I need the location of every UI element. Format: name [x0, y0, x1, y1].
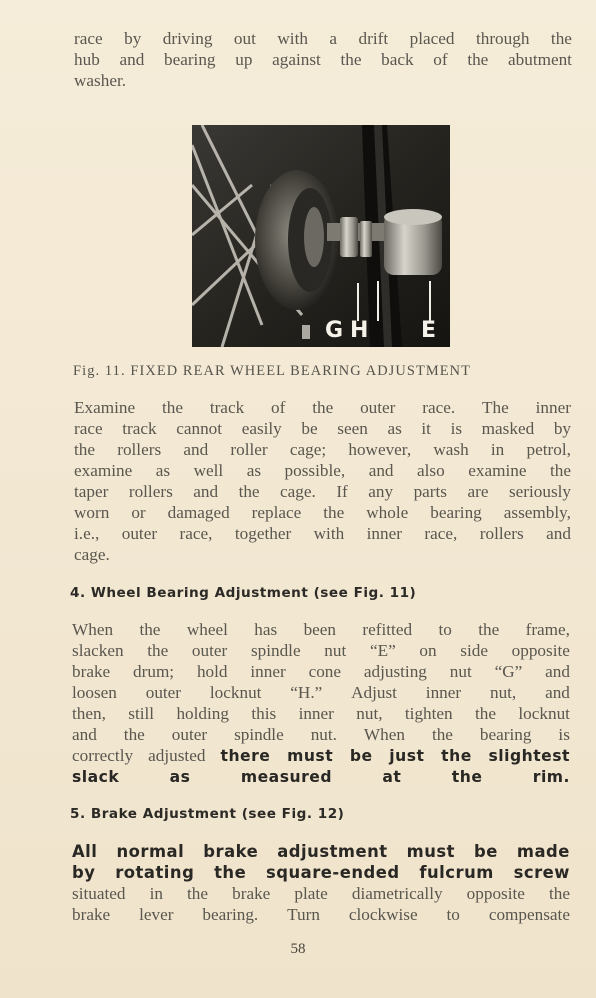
text-line: race by driving out with a drift placed through the [74, 29, 572, 48]
text-line: race track cannot easily be seen as it is masked by [74, 419, 571, 438]
section-heading-wheel-bearing-adjustment: 4. Wheel Bearing Adjustment (see Fig. 11) [70, 585, 417, 601]
page-number: 58 [290, 941, 306, 957]
text-line: brake lever bearing. Turn clockwise to compensate [72, 905, 570, 924]
text-emphasis: All normal brake adjustment must be made [72, 842, 570, 861]
text-line: When the wheel has been refitted to the frame, [72, 620, 570, 639]
text-emphasis: by rotating the square-ended fulcrum screw [72, 863, 570, 882]
paragraph-wheel-bearing [72, 619, 570, 788]
figure-photo-hub-bearing [192, 125, 450, 347]
figure-label-g: G [325, 318, 344, 343]
text-line: examine as well as possible, and also examine the [74, 461, 571, 480]
text-line: washer. [74, 71, 127, 90]
text-line: situated in the brake plate diametrically opposite the [72, 884, 570, 903]
figure-caption: Fig. 11. FIXED REAR WHEEL BEARING ADJUSTMENT [73, 363, 472, 379]
text-line: cage. [74, 545, 110, 564]
paragraph-top [74, 28, 572, 91]
text-plain: correctly adjusted [72, 746, 206, 765]
text-line: worn or damaged replace the whole bearing assembly, [74, 503, 571, 522]
text-line-mixed [72, 745, 570, 767]
text-line: hub and bearing up against the back of the abutment [74, 50, 572, 69]
text-line: and the outer spindle nut. When the bearing is [72, 725, 570, 744]
paragraph-examine-track [74, 397, 571, 565]
text-line: brake drum; hold inner cone adjusting nut “G” and [72, 662, 570, 681]
figure-label-e: E [421, 318, 437, 343]
hub-bearing-photo [192, 125, 450, 347]
text-line: taper rollers and the cage. If any parts are seriously [74, 482, 571, 501]
text-line: i.e., outer race, together with inner race, rollers and [74, 524, 571, 543]
text-line: slacken the outer spindle nut “E” on side opposite [72, 641, 570, 660]
figure-label-h: H [350, 318, 369, 343]
section-heading-brake-adjustment: 5. Brake Adjustment (see Fig. 12) [70, 806, 345, 822]
paragraph-brake-adjustment [72, 841, 570, 925]
text-line: the rollers and roller cage; however, wash in petrol, [74, 440, 571, 459]
text-line: then, still holding this inner nut, tighten the locknut [72, 704, 570, 723]
text-emphasis: slack as measured at the rim. [72, 768, 570, 786]
text-emphasis: there must be just the slightest [220, 747, 570, 765]
text-line: loosen outer locknut “H.” Adjust inner nut, and [72, 683, 570, 702]
text-line: Examine the track of the outer race. The inner [74, 398, 571, 417]
